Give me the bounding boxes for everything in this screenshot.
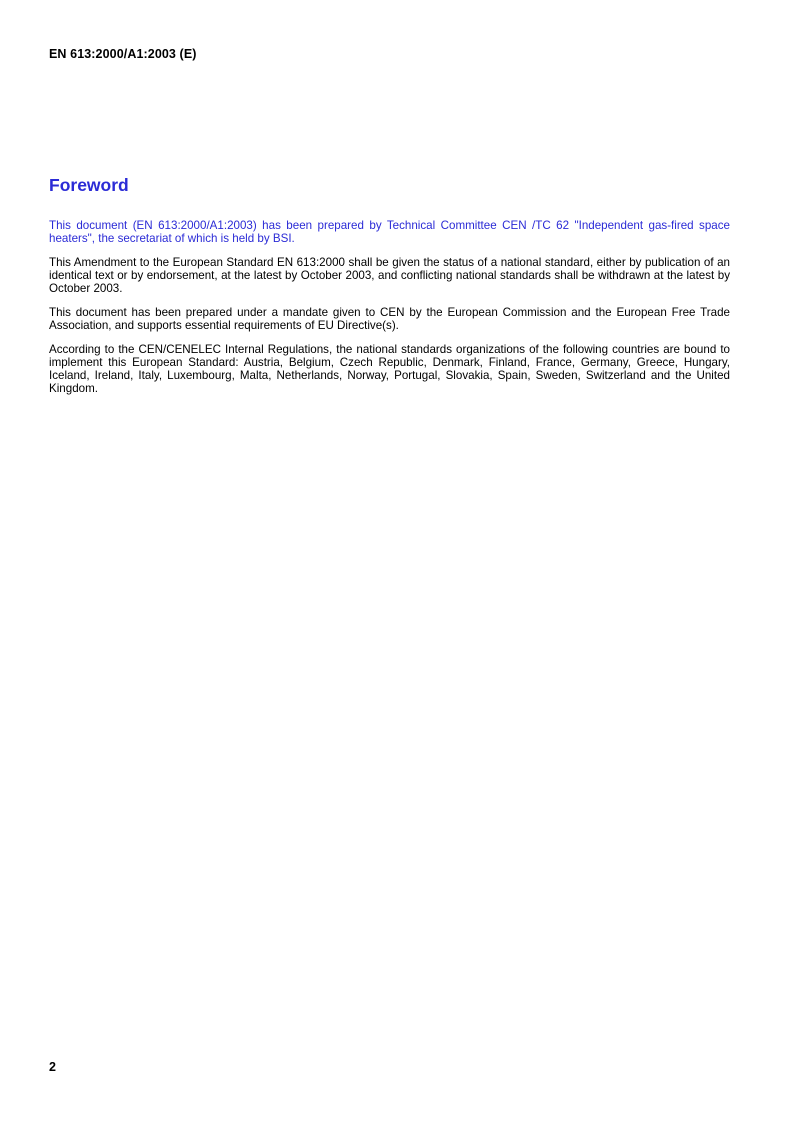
- foreword-paragraph-committee: This document (EN 613:2000/A1:2003) has been prepared by Technical Committee CEN /TC 62 "Independent gas-fired space heaters", the secretariat of which is held by BSI.: [49, 219, 730, 245]
- foreword-body: [49, 219, 730, 406]
- foreword-paragraph-status: This Amendment to the European Standard EN 613:2000 shall be given the status of a national standard, either by publication of an identical text or by endorsement, at the latest by October 2003, and conflicting national standards shall be withdrawn at the latest by October 2003.: [49, 256, 730, 295]
- foreword-title: Foreword: [49, 175, 129, 195]
- foreword-paragraph-mandate: This document has been prepared under a mandate given to CEN by the European Commission and the European Free Trade Association, and supports essential requirements of EU Directive(s).: [49, 306, 730, 332]
- foreword-paragraph-countries: According to the CEN/CENELEC Internal Regulations, the national standards organizations of the following countries are bound to implement this European Standard: Austria, Belgium, Czech Republic, Denmark, Finland, France, Germany, Greece, Hungary, Iceland, Ireland, Italy, Luxembourg, Malta, Netherlands, Norway, Portugal, Slovakia, Spain, Sweden, Switzerland and the United Kingdom.: [49, 343, 730, 395]
- document-header: EN 613:2000/A1:2003 (E): [49, 47, 197, 61]
- page-number: 2: [49, 1060, 56, 1074]
